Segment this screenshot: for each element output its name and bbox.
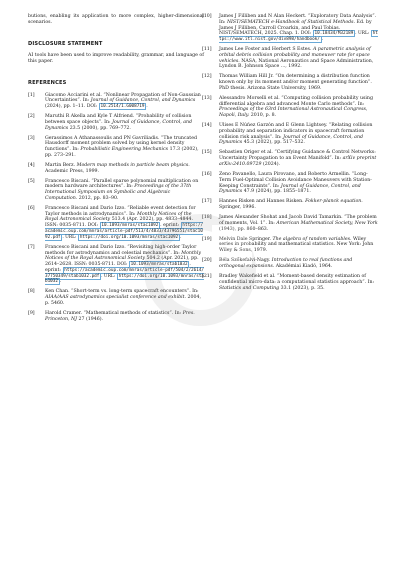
reference-item: [28, 289, 204, 306]
reference-end: .: [179, 234, 182, 240]
reference-item: [202, 74, 378, 91]
doi-label: DOI:: [86, 104, 98, 109]
reference-number: [14]: [202, 123, 212, 129]
reference-item: [28, 179, 204, 202]
reference-details: (2024), pp. 1–11.: [45, 104, 86, 109]
reference-authors-title: Alessandro Morselli et al. “Computing collision probability using differential algebra and advanced Monte Carlo methods”. In:: [219, 95, 373, 107]
reference-item: [202, 150, 378, 167]
reference-item: [28, 245, 204, 285]
reference-details: Academic Press, 1999.: [45, 168, 100, 174]
reference-venue: Probabilistic Engineering Mechanics: [80, 147, 169, 153]
reference-item: [28, 93, 204, 110]
reference-body: [219, 172, 372, 194]
reference-number: [19]: [202, 236, 212, 242]
reference-authors-title: Bradley Wakefield et al. “Moment-based density estimation of confidential micro-data: a computational statistics approach”. In:: [219, 274, 375, 285]
reference-body: [219, 237, 373, 254]
reference-item: [202, 199, 378, 211]
reference-body: [219, 199, 363, 210]
doi-link[interactable]: 10.1093/mnras/stac1092: [101, 223, 159, 229]
reference-authors-title: Ken Chan. “Short-term vs. long-term spacecraft encounters”. In:: [45, 289, 199, 295]
reference-venue: AIAA/AAS astrodynamics specialist conference and exhibit.: [45, 295, 187, 301]
reference-body: [219, 74, 372, 91]
reference-number: [6]: [28, 205, 35, 211]
reference-details: 33.1 (2023), p. 35.: [280, 285, 325, 291]
reference-authors-title: Francesco Biscani and Dario Izzo. “Reliable event detection for Taylor methods in astrodynamics”. In:: [45, 205, 196, 217]
right-column: [202, 14, 378, 296]
reference-item: [202, 14, 378, 43]
reference-authors-title: Sebastien Origer et al. “Certifying Guidance & Control Networks: Uncertainty Propagation to an Event Manifold”. In:: [219, 150, 376, 162]
reference-body: [219, 215, 378, 232]
reference-end: .: [146, 104, 148, 109]
reference-details: 47.9 (2024), pp. 1855–1871.: [243, 189, 311, 195]
reference-authors-title: Francesco Biscani and Dario Izzo. “Revisiting high-order Taylor methods for astrodynamics and celestial mechanics”. In:: [45, 244, 197, 256]
reference-authors-title: Hannes Risken and Hannes Risken.: [219, 199, 304, 205]
eprint-label: . eprint:: [45, 262, 191, 273]
reference-details: 504.2 (Apr. 2021), pp. 2614–2628.: [45, 256, 199, 268]
reference-number: [13]: [202, 95, 212, 101]
issn-value: 0035-8711.: [59, 223, 87, 229]
reference-item: [28, 163, 204, 175]
reference-body: [45, 289, 201, 306]
reference-authors-title: James Lee Foster and Herbert S Estes.: [219, 47, 312, 53]
reference-details: Springer, 1996.: [219, 205, 256, 211]
reference-body: [219, 96, 373, 118]
reference-authors-title: Béla Szőkefalvi-Nagy.: [219, 258, 271, 264]
issn-value: 0035-8711.: [88, 262, 116, 268]
references-list-left: [28, 93, 204, 323]
reference-body: [45, 245, 204, 286]
reference-details: 2012, pp. 83–90.: [78, 195, 119, 201]
reference-venue: American Mathematical Society, New York: [276, 220, 378, 226]
reference-body: [45, 136, 199, 158]
doi-link[interactable]: 10.2514/1.G008719: [100, 104, 145, 109]
reference-item: [28, 311, 204, 323]
issn-label: ISSN:: [45, 223, 58, 229]
doi-label: DOI:: [116, 262, 128, 268]
reference-body: [45, 163, 190, 174]
reference-venue: The algebra of random variables.: [272, 236, 352, 242]
reference-number: [2]: [28, 114, 35, 120]
reference-details: NASA, National Aeronautics and Space Administration, Lyndon B. Johnson Space ..., 1992.: [219, 58, 374, 70]
intro-paragraph: butions, enabling its application to more complex, higher-dimensional scenarios.: [28, 14, 204, 25]
reference-body: [219, 47, 373, 69]
reference-details: 45.3 (2022), pp. 517–532.: [243, 140, 305, 146]
reference-details: (2024).: [262, 161, 281, 167]
reference-item: [28, 114, 204, 131]
reference-body: [45, 179, 198, 201]
reference-item: [202, 274, 378, 291]
reference-number: [18]: [202, 215, 212, 221]
reference-authors-title: Ulises E Núñez Garzón and E Glenn Lightsey. “Relating collision probability and separation indicators in spacecraft formation collision risk analysis”. In:: [219, 123, 373, 140]
reference-item: [202, 237, 378, 254]
reference-details: 2010, p. 8.: [250, 113, 277, 119]
reference-body: [45, 114, 192, 131]
reference-number: [20]: [202, 258, 212, 264]
disclosure-text: AI tools have been used to improve readability, grammar, and language of this paper.: [28, 53, 204, 64]
eprint-link[interactable]: https://academic.oup.com/mnras/article-pdf/513/4/4833/43796551/stac1092.pdf: [45, 223, 204, 240]
reference-details: (1943), pp. 860–863.: [219, 226, 269, 232]
reference-body: [219, 258, 352, 269]
reference-number: [4]: [28, 162, 35, 168]
url-label: . URL:: [62, 234, 77, 240]
reference-body: [45, 311, 195, 322]
reference-venue: Journal of Guidance, Control, and Dynamics: [90, 98, 196, 104]
eprint-link[interactable]: https://academic.oup.com/mnras/article-pdf/504/2/2614/37750349/stab1032.pdf: [45, 267, 204, 279]
doi-label: DOI:: [87, 223, 99, 229]
reference-venue: Fokker-planck equation.: [305, 199, 363, 205]
url-link[interactable]: https://doi.org/10.1093/mnras/stab1032: [45, 273, 204, 285]
reference-venue: Journal of Guidance, Control, and Dynamics: [219, 183, 361, 195]
reference-number: [8]: [28, 289, 35, 295]
reference-venue: Journal of Guidance, Control, and Dynamics: [219, 134, 363, 146]
reference-number: [16]: [202, 172, 212, 178]
reference-body: [45, 206, 203, 241]
references-list-right: [202, 14, 378, 291]
reference-venue: arXiv preprint arXiv:2410.09729: [219, 156, 377, 167]
reference-authors-title: Gerassimos A Athanassoulis and PN Gavriliadis. “The truncated Hausdorff moment problem solved by using kernel density functions”. In:: [45, 135, 197, 153]
doi-label: DOI:: [300, 31, 312, 37]
reference-venue: Journal of Guidance, Control, and Dynamics: [45, 119, 193, 131]
eprint-label: . eprint:: [160, 223, 180, 229]
reference-number: [1]: [28, 92, 35, 98]
reference-venue: Proceedings of the 63rd International Astronautical Congress, Napoli, Italy.: [219, 107, 368, 119]
reference-authors-title: Maruthi R Akella and Kyle T Alfriend. “Probability of collision between space objects”. In:: [45, 114, 192, 125]
reference-number: [21]: [202, 274, 212, 280]
reference-authors-title: James J Filliben and N Alan Heckert. “Exploratory Data Analysis”. In:: [219, 14, 377, 25]
url-label: . URL:: [355, 31, 370, 37]
reference-venue: Introduction to real functions and orthogonal expansions.: [219, 258, 353, 269]
reference-number: [10]: [202, 14, 212, 19]
reference-item: [202, 258, 378, 270]
reference-venue: Monthly Notices of the Royal Astronomical Society: [45, 250, 201, 262]
reference-details: 2004, p. 5460.: [45, 295, 201, 306]
reference-number: [12]: [202, 74, 212, 80]
reference-venue: Statistics and Computing: [219, 285, 280, 291]
reference-authors-title: Giacomo Acciarini et al. “Nonlinear Propagation of Non-Gaussian Uncertainties”. In:: [45, 92, 201, 104]
issn-label: ISSN:: [74, 262, 88, 268]
reference-venue: NIST/SEMATECH e-Handbook of Statistical Methods.: [226, 19, 356, 25]
url-link[interactable]: https://doi.org/10.1093/mnras/stac1092: [79, 234, 179, 240]
reference-body: [219, 123, 372, 145]
reference-details: 23.5 (2000), pp. 769–772.: [69, 125, 131, 131]
reference-venue: Modern map methods in particle beam physics.: [76, 162, 190, 168]
doi-link[interactable]: 10.1093/mnras/stab1032: [130, 262, 188, 268]
reference-authors-title: Harold Cramer. “Mathematical methods of statistics”. In:: [45, 310, 182, 316]
reference-end: .: [321, 37, 324, 42]
reference-authors-title: Thomas William Hill Jr. “On determining a distribution function known only by its moment and/or moment generating function”. PhD thesis. Arizona State University, 1969.: [219, 74, 372, 91]
reference-authors-title: Martin Berz.: [45, 162, 76, 168]
reference-body: [45, 93, 201, 111]
reference-venue: Proceedings of the 37th International Symposium on Symbolic and Algebraic Computation.: [45, 184, 192, 201]
reference-body: [219, 14, 378, 43]
left-column: [28, 14, 204, 327]
reference-item: [202, 215, 378, 232]
reference-venue: Pres. Princeton, NJ: [45, 310, 195, 322]
reference-details: 513.4 (Apr. 2022), pp. 4833–4844.: [111, 217, 193, 223]
reference-authors-title: Francesco Biscani. “Parallel sparse polynomial multiplication on modern hardware architectures”. In:: [45, 178, 199, 190]
references-heading: REFERENCES: [28, 79, 67, 86]
reference-details: 27 (1946).: [78, 316, 104, 322]
doi-link[interactable]: 10.18434/M32189: [314, 31, 354, 37]
url-link[interactable]: https://www.itl.nist.gov/div898/handbook/: [219, 31, 378, 42]
reference-item: [28, 136, 204, 159]
reference-body: [219, 150, 376, 167]
reference-details: Ed. by James J Filliben, Carroll Croarkin, and Paul Tobias. NIST/SEMATECH, 2025. Chap. 1.: [219, 19, 372, 37]
reference-number: [3]: [28, 135, 35, 141]
reference-body: [219, 274, 374, 291]
reference-number: [9]: [28, 310, 35, 316]
reference-end: .: [59, 279, 62, 285]
reference-item: [28, 206, 204, 241]
reference-item: [202, 172, 378, 195]
reference-details: Wiley series in probability and mathematical statistics. New York: John Wiley & Sons, 1979.: [219, 236, 374, 254]
reference-number: [7]: [28, 244, 35, 250]
reference-number: [17]: [202, 199, 212, 205]
reference-item: [202, 123, 378, 146]
reference-authors-title: James Alexander Shohat and Jacob David Tamarkin. “The problem of moments, Vol. 1”. In:: [219, 215, 377, 226]
reference-venue: Monthly Notices of the Royal Astronomical Society: [45, 211, 192, 223]
disclosure-heading: DISCLOSURE STATEMENT: [28, 40, 103, 47]
reference-item: [202, 96, 378, 119]
reference-number: [15]: [202, 150, 212, 156]
reference-authors-title: Zeno Pavanello, Laura Pirovano, and Roberto Armellin. “Long-Term Fuel-Optimal Collision Avoidance Maneuvers with Station-Keeping Constraints”. In:: [219, 172, 372, 189]
url-label: . URL:: [101, 273, 116, 279]
reference-details: 17.3 (2002), pp. 273–291.: [45, 147, 199, 158]
reference-number: [5]: [28, 178, 35, 184]
reference-details: Akadémiai Kiadó, 1964.: [275, 263, 333, 269]
reference-authors-title: Melvin Dale Springer.: [219, 236, 272, 242]
reference-item: [202, 47, 378, 70]
reference-venue: A parametric analysis of orbital debris collision probability and maneuver rate for space vehicles.: [219, 47, 371, 64]
reference-number: [11]: [202, 47, 212, 53]
